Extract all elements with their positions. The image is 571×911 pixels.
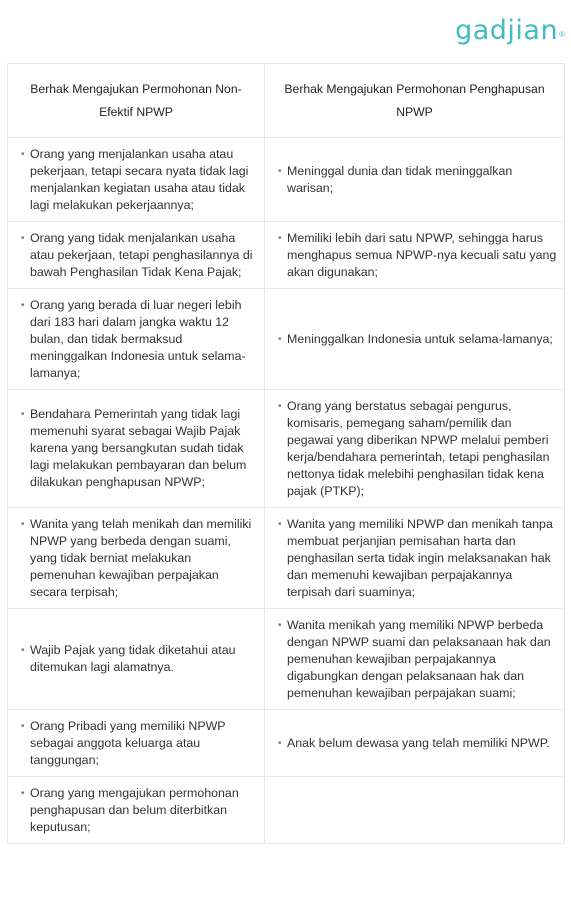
table-row (8, 710, 565, 777)
cell-non-efektif (8, 222, 265, 289)
table-row (8, 508, 565, 609)
cell-penghapusan (265, 710, 565, 777)
list-item: • Wanita yang memiliki NPWP dan menikah tanpa membuat perjanjian pemisahan harta dan penghasilan serta tidak ingin melaksanakan hak dan memenuhi kewajiban perpajakannya terpisah dari suaminya; (287, 516, 558, 601)
cell-non-efektif (8, 289, 265, 390)
cell-non-efektif (8, 609, 265, 710)
cell-non-efektif (8, 138, 265, 222)
list-item: • Meninggal dunia dan tidak meninggalkan warisan; (287, 163, 558, 197)
list-item: • Orang yang tidak menjalankan usaha atau pekerjaan, tetapi penghasilannya di bawah Penghasilan Tidak Kena Pajak; (30, 230, 258, 281)
list-item: • Orang yang berada di luar negeri lebih dari 183 hari dalam jangka waktu 12 bulan, dan tidak bermaksud meninggalkan Indonesia untuk selama-lamanya; (30, 297, 258, 382)
header-penghapusan: Berhak Mengajukan Permohonan Penghapusan NPWP (265, 64, 565, 138)
list-item: • Orang yang mengajukan permohonan penghapusan dan belum diterbitkan keputusan; (30, 785, 258, 836)
cell-non-efektif (8, 390, 265, 508)
list-item: • Bendahara Pemerintah yang tidak lagi memenuhi syarat sebagai Wajib Pajak karena yang bersangkutan sudah tidak lagi melakukan pembayaran dan belum dilakukan penghapusan NPWP; (30, 406, 258, 491)
list-item: • Orang Pribadi yang memiliki NPWP sebagai anggota keluarga atau tanggungan; (30, 718, 258, 769)
table-header-row (8, 64, 565, 138)
brand-name: gadjian (455, 15, 559, 46)
table-row (8, 609, 565, 710)
list-item: • Orang yang berstatus sebagai pengurus, komisaris, pemegang saham/pemilik dan pegawai yang diberikan NPWP melalui pemberi kerja/bendahara pemerintah, tetapi penghasilan nettonya tidak melebihi penghasilan tidak kena pajak (PTKP); (287, 398, 558, 500)
header-non-efektif: Berhak Mengajukan Permohonan Non-Efektif NPWP (8, 64, 265, 138)
cell-penghapusan (265, 390, 565, 508)
cell-penghapusan (265, 508, 565, 609)
cell-penghapusan (265, 777, 565, 844)
cell-penghapusan (265, 138, 565, 222)
table-row (8, 222, 565, 289)
list-item: • Meninggalkan Indonesia untuk selama-lamanya; (287, 331, 558, 348)
list-item: • Orang yang menjalankan usaha atau pekerjaan, tetapi secara nyata tidak lagi menjalankan kegiatan usaha atau tidak lagi melakukan pekerjaannya; (30, 146, 258, 214)
list-item: • Anak belum dewasa yang telah memiliki NPWP. (287, 735, 558, 752)
cell-non-efektif (8, 710, 265, 777)
list-item: • Wajib Pajak yang tidak diketahui atau ditemukan lagi alamatnya. (30, 642, 258, 676)
registered-mark: ® (559, 30, 565, 39)
table-row (8, 138, 565, 222)
table-row (8, 289, 565, 390)
brand-logo (455, 14, 565, 48)
npwp-comparison-table (7, 63, 565, 844)
cell-penghapusan (265, 609, 565, 710)
list-item: • Wanita menikah yang memiliki NPWP berbeda dengan NPWP suami dan pelaksanaan hak dan pemenuhan kewajiban perpajakannya digabungkan dengan pelaksanaan hak dan pemenuhan kewajiban perpajakan suami; (287, 617, 558, 702)
cell-non-efektif (8, 508, 265, 609)
cell-non-efektif (8, 777, 265, 844)
cell-penghapusan (265, 222, 565, 289)
table-row (8, 390, 565, 508)
list-item: • Wanita yang telah menikah dan memiliki NPWP yang berbeda dengan suami, yang tidak berniat melakukan pemenuhan kewajiban perpajakan secara terpisah; (30, 516, 258, 601)
cell-penghapusan (265, 289, 565, 390)
list-item: • Memiliki lebih dari satu NPWP, sehingga harus menghapus semua NPWP-nya kecuali satu yang akan digunakan; (287, 230, 558, 281)
table-row (8, 777, 565, 844)
